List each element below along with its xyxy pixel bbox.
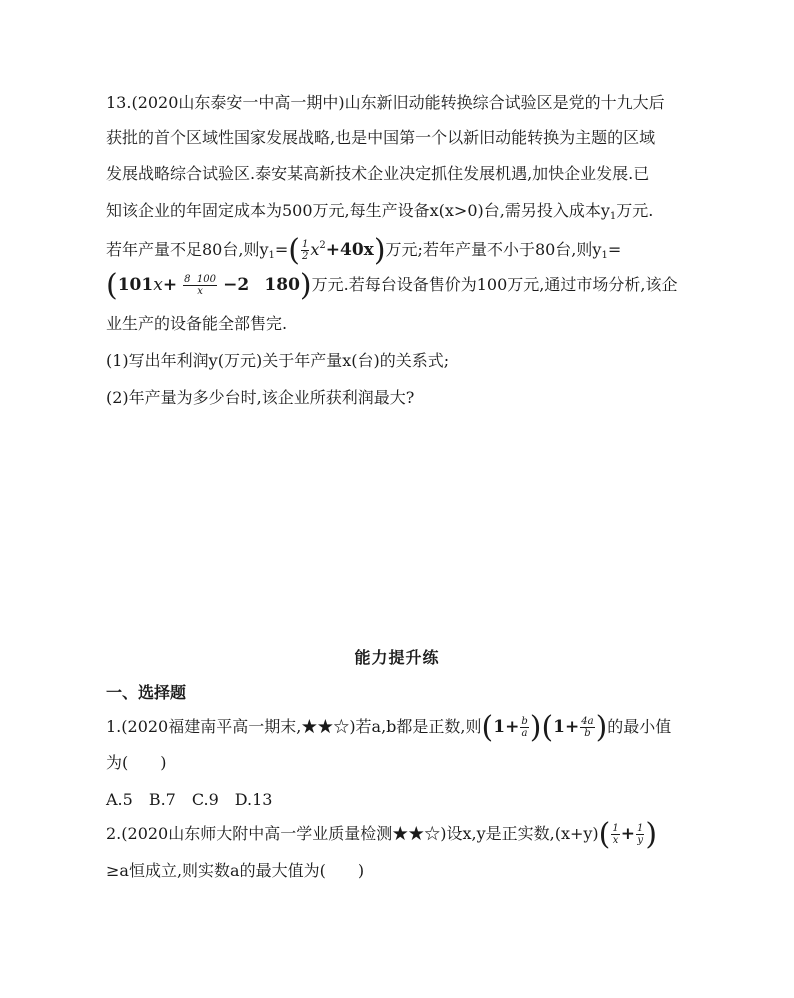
problem-1-options: A.5 B.7 C.9 D.13 — [106, 790, 273, 809]
fraction-4a-over-b: $\frac{4a}{b}$ — [581, 716, 594, 739]
problem-13-line-1: 13.(2020山东泰安一中高一期中)山东新旧动能转换综合试验区是党的十九大后 — [106, 93, 665, 112]
problem-1-line-2: 为( ) — [106, 753, 167, 772]
section-title: 能力提升练 — [354, 648, 440, 667]
fraction-8100-over-x: $\frac{8 100}{x}$ — [184, 274, 216, 297]
problem-13-question-1: (1)写出年利润y(万元)关于年产量x(台)的关系式; — [106, 351, 450, 370]
problem-13-question-2: (2)年产量为多少台时,该企业所获利润最大? — [106, 388, 415, 407]
problem-2-line-1: 2.(2020山东师大附中高一学业质量检测★★☆)设x,y是正实数,(x+y)( $\frac{1}{x}$ + $\frac{1}{y}$ ) — [106, 817, 658, 852]
problem-13-line-6: (101x+ $\frac{8 100}{x}$ −2 180)万元.若每台设备售价为100万元,通过市场分析,该企 — [106, 268, 678, 303]
problem-13-line-2: 获批的首个区域性国家发展战略,也是中国第一个以新旧动能转换为主题的区域 — [106, 128, 656, 147]
fraction-1-over-x: $\frac{1}{x}$ — [612, 823, 619, 846]
problem-2-line-2: ≥a恒成立,则实数a的最大值为( ) — [106, 861, 365, 880]
problem-13-line-5: 若年产量不足80台,则$y_1=$( $\frac{1}{2}$ $x^2+40x$)万元;若年产量不小于80台,则$y_1=$ — [106, 233, 622, 268]
fraction-one-half: $\frac{1}{2}$ — [302, 239, 309, 262]
fraction-1-over-y: $\frac{1}{y}$ — [637, 823, 644, 846]
problem-13-line-4: 知该企业的年固定成本为500万元,每生产设备x(x>0)台,需另投入成本$y_1$万元. — [106, 201, 654, 222]
section-subtitle: 一、选择题 — [106, 683, 187, 702]
problem-13-line-7: 业生产的设备能全部售完. — [106, 314, 288, 333]
problem-1-line-1: 1.(2020福建南平高一期末,★★☆)若a,b都是正数,则(1+ $\frac{b}{a}$ )(1+ $\frac{4a}{b}$ )的最小值 — [106, 710, 672, 745]
fraction-b-over-a: $\frac{b}{a}$ — [521, 716, 528, 739]
problem-13-line-3: 发展战略综合试验区.泰安某高新技术企业决定抓住发展机遇,加快企业发展.已 — [106, 164, 650, 183]
